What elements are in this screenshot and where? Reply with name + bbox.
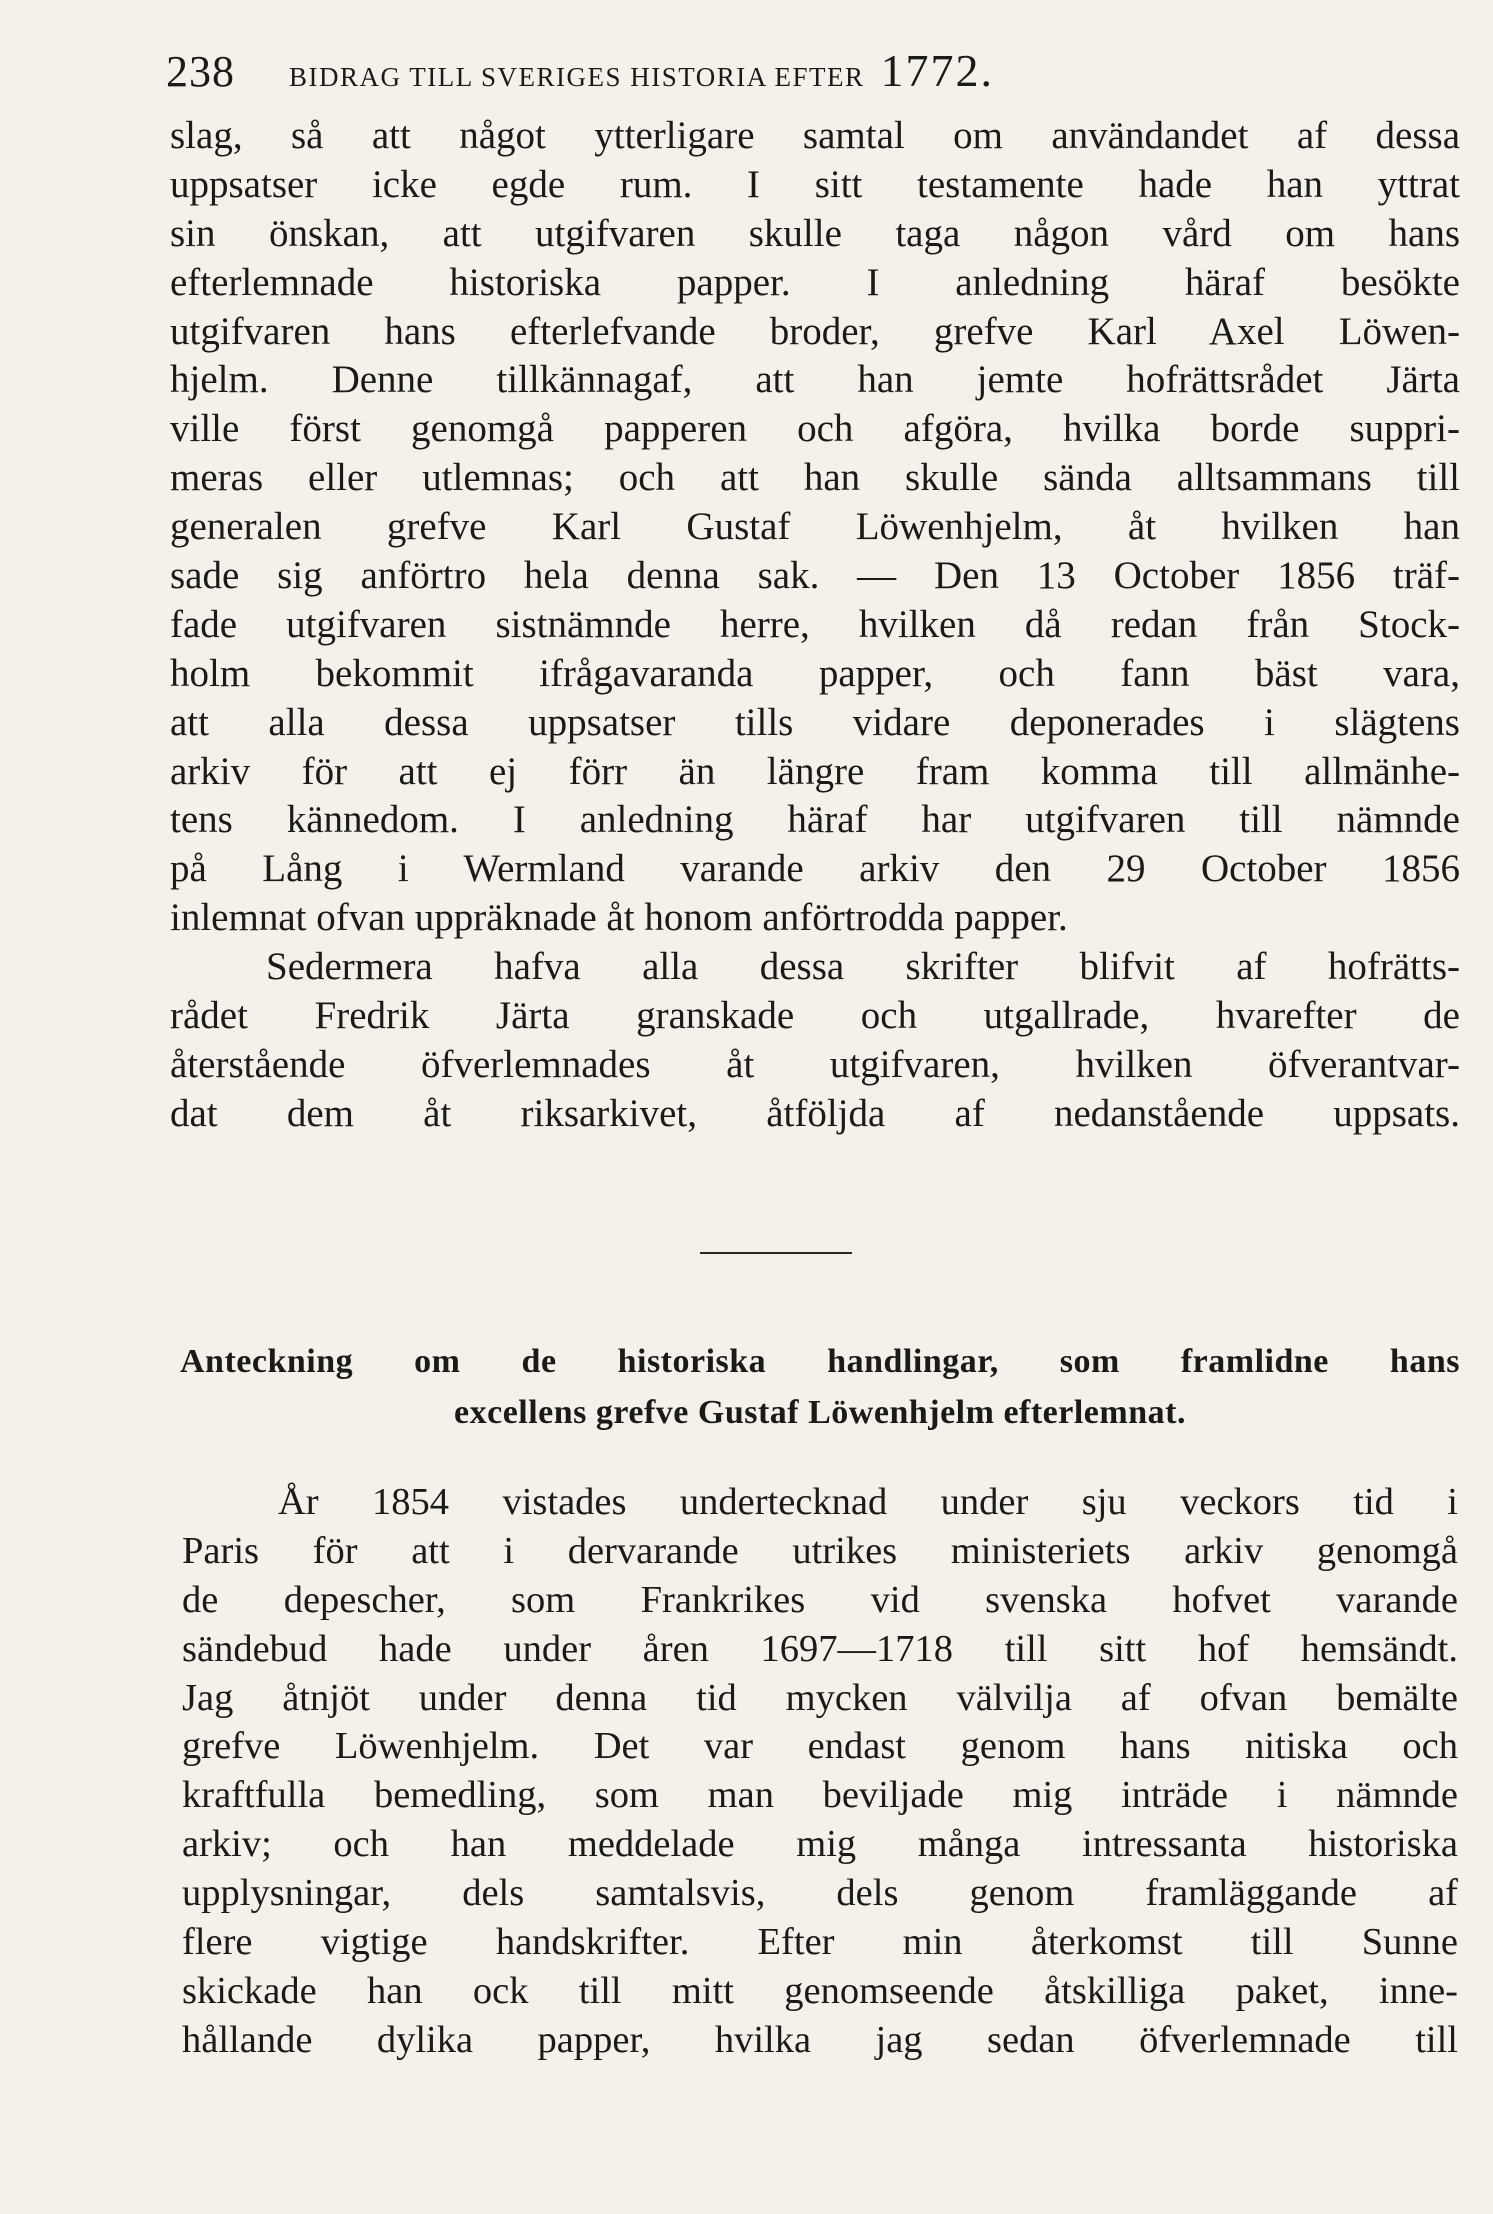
- text-line: skickade han ock till mitt genomseende åtskilliga paket, inne-: [182, 1969, 1458, 2012]
- text-line: uppsatser icke egde rum. I sitt testamente hade han yttrat: [170, 162, 1460, 206]
- text-line: utgifvaren hans efterlefvande broder, grefve Karl Axel Löwen-: [170, 309, 1460, 353]
- text-line: ville först genomgå papperen och afgöra, hvilka borde suppri-: [170, 407, 1460, 451]
- text-line: återstående öfverlemnades åt utgifvaren, hvilken öfverantvar-: [170, 1042, 1460, 1086]
- text-line: arkiv för att ej förr än längre fram komma till allmänhe-: [170, 749, 1460, 793]
- text-line: flere vigtige handskrifter. Efter min återkomst till Sunne: [182, 1921, 1458, 1964]
- running-head: [166, 44, 1274, 106]
- text-line: generalen grefve Karl Gustaf Löwenhjelm, åt hvilken han: [170, 505, 1460, 549]
- text-line: sändebud hade under åren 1697—1718 till sitt hof hemsändt.: [182, 1627, 1458, 1670]
- text-line: de depescher, som Frankrikes vid svenska hofvet varande: [182, 1578, 1458, 1621]
- text-line: dat dem åt riksarkivet, åtföljda af nedanstående uppsats.: [170, 1091, 1460, 1135]
- heading-line: excellens grefve Gustaf Löwenhjelm efterlemnat.: [454, 1394, 1186, 1431]
- text-line: År 1854 vistades undertecknad under sju veckors tid i: [278, 1481, 1458, 1523]
- text-line: hjelm. Denne tillkännagaf, att han jemte hofrättsrådet Järta: [170, 358, 1460, 402]
- text-line: sin önskan, att utgifvaren skulle taga någon vård om hans: [170, 211, 1460, 255]
- text-line: på Lång i Wermland varande arkiv den 29 October 1856: [170, 847, 1460, 891]
- text-line: Paris för att i dervarande utrikes ministeriets arkiv genomgå: [182, 1529, 1458, 1572]
- running-year: 1772.: [880, 45, 995, 96]
- text-line: efterlemnade historiska papper. I anledning häraf besökte: [170, 260, 1460, 304]
- text-line: hållande dylika papper, hvilka jag sedan öfverlemnade till: [182, 2018, 1458, 2061]
- body-text-section-2: [182, 1478, 1458, 2065]
- text-line: sade sig anförtro hela denna sak. — Den 13 October 1856 träf-: [170, 554, 1460, 598]
- body-text-section-1: [170, 112, 1460, 1139]
- text-line: grefve Löwenhjelm. Det var endast genom hans nitiska och: [182, 1725, 1458, 1768]
- text-line: fade utgifvaren sistnämnde herre, hvilken då redan från Stock-: [170, 602, 1460, 646]
- running-title: BIDRAG TILL SVERIGES HISTORIA EFTER: [289, 62, 865, 92]
- text-line: Sedermera hafva alla dessa skrifter blifvit af hofrätts-: [266, 945, 1460, 989]
- text-line: rådet Fredrik Järta granskade och utgallrade, hvarefter de: [170, 994, 1460, 1038]
- text-line: slag, så att något ytterligare samtal om användandet af dessa: [170, 114, 1460, 157]
- page-number: 238: [166, 47, 235, 96]
- text-line: meras eller utlemnas; och att han skulle sända alltsammans till: [170, 456, 1460, 500]
- text-line: Jag åtnjöt under denna tid mycken välvilja af ofvan bemälte: [182, 1676, 1458, 1719]
- heading-line: Anteckning om de historiska handlingar, som framlidne hans: [180, 1343, 1460, 1380]
- section-heading: [180, 1336, 1460, 1438]
- text-line: upplysningar, dels samtalsvis, dels genom framläggande af: [182, 1872, 1458, 1915]
- text-line: tens kännedom. I anledning häraf har utgifvaren till nämnde: [170, 798, 1460, 842]
- section-divider: [700, 1252, 852, 1254]
- text-line: kraftfulla bemedling, som man beviljade mig inträde i nämnde: [182, 1774, 1458, 1817]
- text-line: holm bekommit ifrågavaranda papper, och fann bäst vara,: [170, 651, 1460, 695]
- text-line: arkiv; och han meddelade mig många intressanta historiska: [182, 1823, 1458, 1866]
- text-line: inlemnat ofvan uppräknade åt honom anförtrodda papper.: [170, 896, 1068, 940]
- text-line: att alla dessa uppsatser tills vidare deponerades i slägtens: [170, 700, 1460, 744]
